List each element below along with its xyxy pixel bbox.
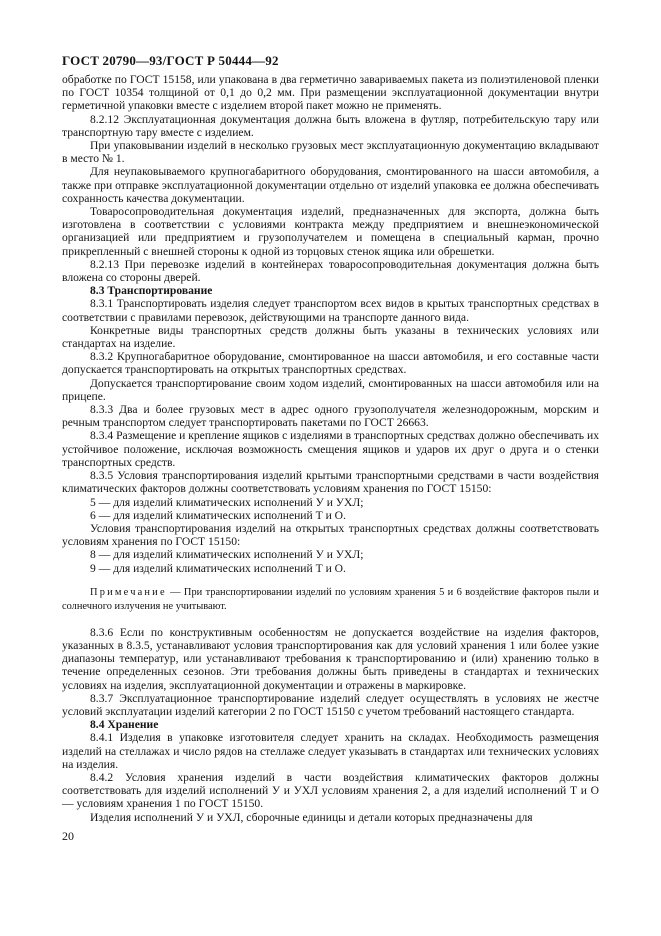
list-item: 8 — для изделий климатических исполнений У и УХЛ; [90, 548, 364, 562]
paragraph: 8.4.2 Условия хранения изделий в части воздействия климатических факторов должны соответствовать для изделий исполнений У и УХЛ условиям хранения 2, а для изделий исполнений Т и О — условиям хранения 1 по ГОСТ 15150. [62, 770, 599, 811]
list-item: 9 — для изделий климатических исполнений Т и О. [90, 561, 346, 575]
paragraph: Допускается транспортирование своим ходом изделий, смонтированных на шасси автомобиля или на прицепе. [62, 376, 599, 403]
paragraph: При упаковывании изделий в несколько грузовых мест эксплуатационную документацию вкладывают в место № 1. [62, 139, 599, 166]
paragraph: 8.4.1 Изделия в упаковке изготовителя следует хранить на складах. Необходимость размещения изделий на стеллажах и число рядов на стеллаже следует указывать в стандартах или технических условиях на изделия. [62, 731, 599, 771]
paragraph: обработке по ГОСТ 15158, или упакована в два герметично завариваемых пакета из полиэтиленовой пленки по ГОСТ 10354 толщиной от 0,1 до 0,2 мм. При размещении эксплуатационной документации внутри герметичной упаковки вместе с изделием второй пакет можно не применять. [62, 73, 599, 113]
paragraph: Конкретные виды транспортных средств должны быть указаны в технических условиях или стандартах на изделие. [62, 323, 599, 351]
paragraph: 8.3.5 Условия транспортирования изделий крытыми транспортными средствами в части воздействия климатических факторов должны соответствовать условиям хранения по ГОСТ 15150: [62, 469, 599, 496]
list-item: 5 — для изделий климатических исполнений У и УХЛ; [90, 495, 364, 509]
paragraph: 8.2.12 Эксплуатационная документация должна быть вложена в футляр, потребительскую тару или транспортную тару вместе с изделием. [62, 112, 599, 139]
section-heading: 8.4 Хранение [90, 718, 159, 732]
paragraph: 8.3.4 Размещение и крепление ящиков с изделиями в транспортных средствах должно обеспечивать их устойчивое положение, исключая возможность смещения ящиков и ударов их друг о друга и о стенки транспортных средств. [62, 429, 599, 469]
paragraph: 8.3.6 Если по конструктивным особенностям не допускается воздействие на изделия факторов, указанных в 8.3.5, устанавливают условия транспортирования как для условий хранения 1 или более узкие диапазоны температур, или устанавливают требования к транспортированию и (или) хранению только в течение определенных сезонов. Эти требования должны быть приведены в стандартах и технических условиях на изделия, эксплуатационной документации и отражены в маркировке. [62, 625, 599, 692]
paragraph: 8.3.3 Два и более грузовых мест в адрес одного грузополучателя железнодорожным, морским и речным транспортом следует транспортировать пакетами по ГОСТ 26663. [62, 403, 599, 430]
page-number: 20 [62, 829, 74, 843]
paragraph: 8.3.7 Эксплуатационное транспортирование изделий следует осуществлять в условиях не жестче условий эксплуатации изделий категории 2 по ГОСТ 15150 с учетом требований настоящего стандарта. [62, 691, 599, 718]
section-heading: 8.3 Транспортирование [90, 284, 213, 298]
note-label: Примечание [90, 586, 167, 598]
paragraph: Условия транспортирования изделий на открытых транспортных средствах должны соответствовать условиям хранения по ГОСТ 15150: [62, 521, 599, 549]
note [62, 586, 599, 614]
note-text: — При транспортировании изделий по условиям хранения 5 и 6 воздействие факторов пыли и солнечного излучения не учитывают. [62, 586, 599, 612]
paragraph: 8.3.1 Транспортировать изделия следует транспортом всех видов в крытых транспортных средствах в соответствии с правилами перевозок, действующими на транспорте данного вида. [62, 297, 599, 324]
list-item: 6 — для изделий климатических исполнений Т и О. [90, 508, 346, 522]
page-header: ГОСТ 20790—93/ГОСТ Р 50444—92 [62, 53, 279, 68]
paragraph: 8.3.2 Крупногабаритное оборудование, смонтированное на шасси автомобиля, и его составные части допускается транспортировать на открытых транспортных средствах. [62, 350, 599, 377]
paragraph: Для неупаковываемого крупногабаритного оборудования, смонтированного на шасси автомобиля, а также при отправке эксплуатационной документации отдельно от изделий упаковка ее должна обеспечивать сохранность качества документации. [62, 165, 599, 205]
paragraph: Изделия исполнений У и УХЛ, сборочные единицы и детали которых предназначены для [90, 810, 533, 824]
document-body [62, 73, 599, 824]
paragraph: Товаросопроводительная документация изделий, предназначенных для экспорта, должна быть изготовлена в соответствии с условиями контракта между предприятием и внешнеэкономической организацией или предприятием и грузополучателем и помещена в специальный карман, прочно прикрепленный с внешней стороны к одной из торцовых стенок ящика или обрешетки. [62, 205, 599, 258]
paragraph: 8.2.13 При перевозке изделий в контейнерах товаросопроводительная документация должна быть вложена со стороны дверей. [62, 257, 599, 285]
